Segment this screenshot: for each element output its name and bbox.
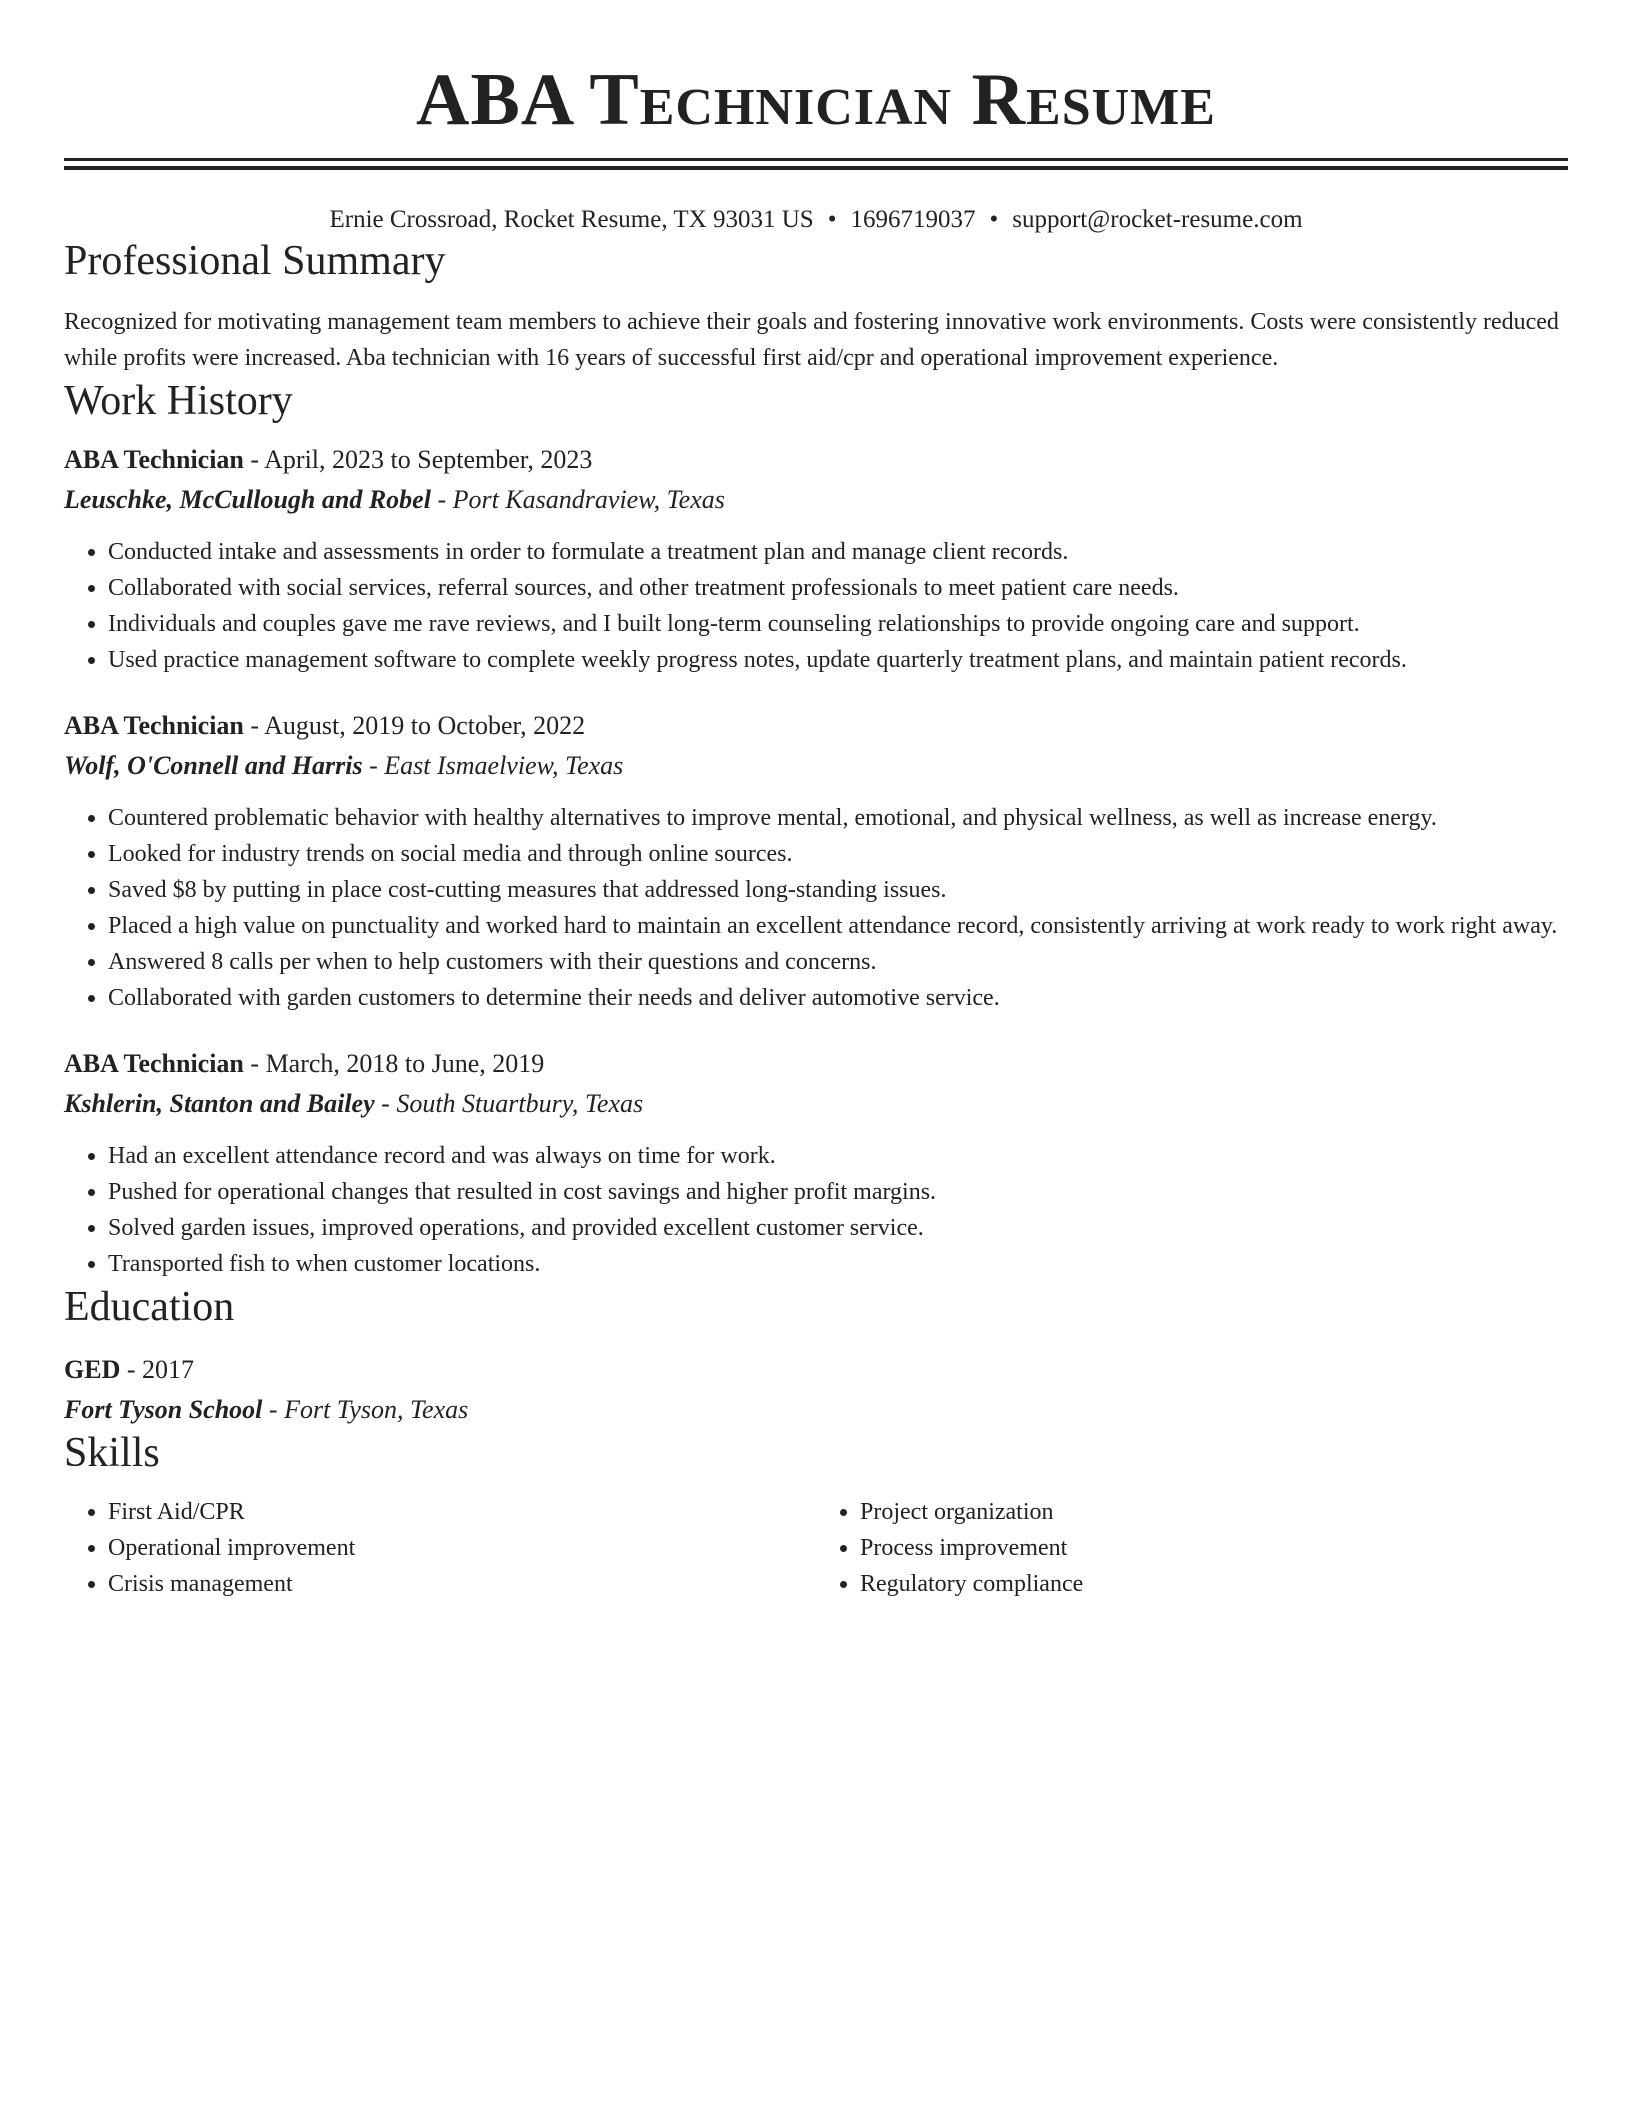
job-role: ABA Technician bbox=[64, 1049, 244, 1078]
education-heading: Education bbox=[64, 1284, 235, 1330]
skills-column-left bbox=[64, 1494, 816, 1602]
resume-title: ABA Technician Resume bbox=[416, 59, 1216, 141]
list-item: • Countered problematic behavior with healthy alternatives to improve mental, emotional, and physical wellness, as well as increase energy. bbox=[108, 800, 1568, 836]
job-dates: - April, 2023 to September, 2023 bbox=[243, 445, 593, 474]
title-divider-top bbox=[64, 158, 1568, 161]
contact-separator: • bbox=[989, 206, 999, 233]
list-item: • Answered 8 calls per when to help customers with their questions and concerns. bbox=[108, 944, 1568, 980]
job-title-line bbox=[64, 442, 1568, 478]
job-dates: - March, 2018 to June, 2019 bbox=[243, 1049, 545, 1078]
list-item: • Used practice management software to complete weekly progress notes, update quarterly treatment plans, and maintain patient records. bbox=[108, 642, 1568, 678]
skills-heading: Skills bbox=[64, 1430, 160, 1476]
degree-year: - 2017 bbox=[120, 1355, 195, 1384]
degree-line bbox=[64, 1352, 1568, 1388]
job-location: - East Ismaelview, Texas bbox=[362, 751, 624, 780]
list-item: • Solved garden issues, improved operations, and provided excellent customer service. bbox=[108, 1210, 1568, 1246]
skill-item: • Crisis management bbox=[108, 1566, 816, 1602]
job-company: Wolf, O'Connell and Harris bbox=[64, 751, 363, 780]
list-item: • Transported fish to when customer locations. bbox=[108, 1246, 1568, 1282]
job-location: - Port Kasandraview, Texas bbox=[430, 485, 725, 514]
contact-separator: • bbox=[827, 206, 837, 233]
skill-item: • Process improvement bbox=[860, 1530, 1568, 1566]
employer-line bbox=[64, 482, 1568, 518]
job-location: - South Stuartbury, Texas bbox=[374, 1089, 644, 1118]
list-item: • Saved $8 by putting in place cost-cutting measures that addressed long-standing issues. bbox=[108, 872, 1568, 908]
skill-item: • Operational improvement bbox=[108, 1530, 816, 1566]
skill-item: • Project organization bbox=[860, 1494, 1568, 1530]
job-entry bbox=[64, 442, 1568, 678]
list-item: • Individuals and couples gave me rave reviews, and I built long-term counseling relationships to provide ongoing care and support. bbox=[108, 606, 1568, 642]
contact-address: Ernie Crossroad, Rocket Resume, TX 93031 US bbox=[329, 206, 814, 233]
job-title-line bbox=[64, 1046, 1568, 1082]
education-entry bbox=[64, 1352, 1568, 1428]
job-dates: - August, 2019 to October, 2022 bbox=[243, 711, 586, 740]
list-item: • Had an excellent attendance record and was always on time for work. bbox=[108, 1138, 1568, 1174]
skills-column-right bbox=[816, 1494, 1568, 1602]
contact-line bbox=[64, 204, 1568, 236]
skill-item: • Regulatory compliance bbox=[860, 1566, 1568, 1602]
degree: GED bbox=[64, 1355, 121, 1384]
skill-item: • First Aid/CPR bbox=[108, 1494, 816, 1530]
title-divider-bottom bbox=[64, 166, 1568, 170]
work-history-heading: Work History bbox=[64, 378, 293, 424]
school-line bbox=[64, 1392, 1568, 1428]
list-item: • Placed a high value on punctuality and worked hard to maintain an excellent attendance record, consistently arriving at work ready to work right away. bbox=[108, 908, 1568, 944]
summary-heading: Professional Summary bbox=[64, 238, 446, 284]
skills-list bbox=[64, 1494, 1568, 1602]
job-bullets bbox=[64, 800, 1568, 1016]
list-item: • Collaborated with garden customers to determine their needs and deliver automotive service. bbox=[108, 980, 1568, 1016]
job-entry bbox=[64, 708, 1568, 1016]
job-title-line bbox=[64, 708, 1568, 744]
school-name: Fort Tyson School bbox=[64, 1395, 263, 1424]
job-entry bbox=[64, 1046, 1568, 1282]
job-bullets bbox=[64, 534, 1568, 678]
employer-line bbox=[64, 748, 1568, 784]
contact-phone: 1696719037 bbox=[850, 206, 976, 233]
job-role: ABA Technician bbox=[64, 445, 244, 474]
employer-line bbox=[64, 1086, 1568, 1122]
job-company: Kshlerin, Stanton and Bailey bbox=[64, 1089, 375, 1118]
list-item: • Conducted intake and assessments in order to formulate a treatment plan and manage client records. bbox=[108, 534, 1568, 570]
list-item: • Pushed for operational changes that resulted in cost savings and higher profit margins. bbox=[108, 1174, 1568, 1210]
list-item: • Collaborated with social services, referral sources, and other treatment professionals to meet patient care needs. bbox=[108, 570, 1568, 606]
job-company: Leuschke, McCullough and Robel bbox=[64, 485, 431, 514]
list-item: • Looked for industry trends on social media and through online sources. bbox=[108, 836, 1568, 872]
contact-email: support@rocket-resume.com bbox=[1012, 206, 1303, 233]
school-location: - Fort Tyson, Texas bbox=[262, 1395, 469, 1424]
summary-text: Recognized for motivating management team members to achieve their goals and fostering innovative work environments. Costs were consistently reduced while profits were increased. Aba technician with 16 years of successful first aid/cpr and operational improvement experience. bbox=[64, 309, 1559, 371]
job-bullets bbox=[64, 1138, 1568, 1282]
job-role: ABA Technician bbox=[64, 711, 244, 740]
